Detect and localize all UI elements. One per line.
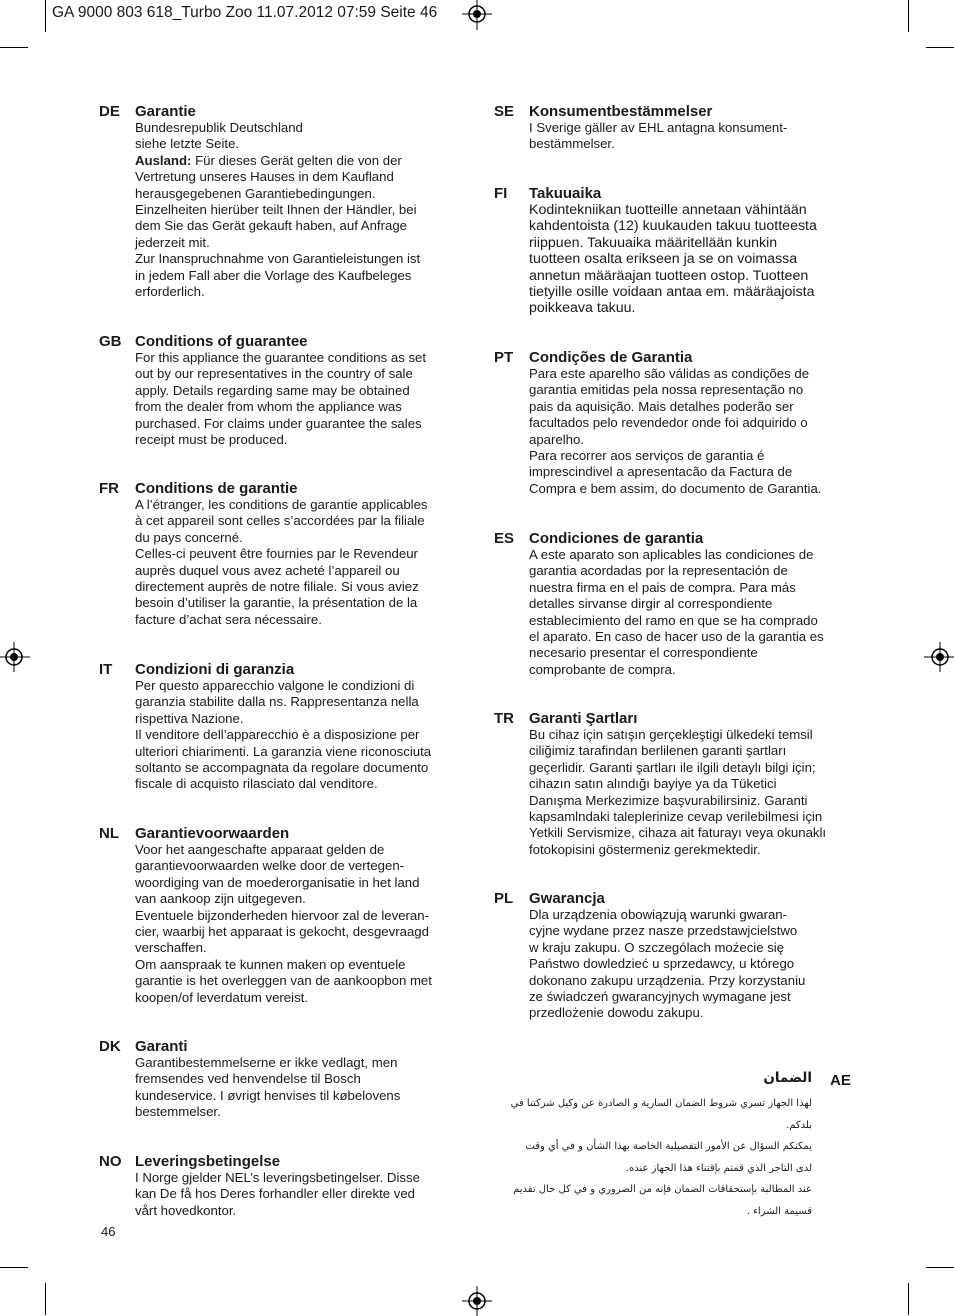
section-title: Leveringsbetingelse: [135, 1153, 281, 1170]
section-title: Garantie: [135, 103, 196, 120]
section-body: A l’étranger, les conditions de garantie applicables à cet appareil sont celles s’accordées par la filiale du pays concerné. Celles-ci peuvent être fournies par le Revendeur auprès duquel vous avez acheté l’appareil ou directement auprès de notre filiale. Si vous aviez besoin d’utiliser la garantie, la présentation de la facture d’achat sera nécessaire.: [135, 497, 428, 627]
registration-mark-right-icon: [924, 642, 954, 672]
section-pt: [494, 349, 864, 499]
country-code: IT: [99, 661, 113, 678]
country-code: DE: [99, 103, 120, 120]
country-code: PT: [494, 349, 514, 366]
section-fi: [494, 185, 864, 320]
country-code: NL: [99, 825, 119, 842]
section-body-ae: لهذا الجهاز تسري شروط الضمان السارية و الصادرة عن وكيل شركتنا في بلدكم. يمكنكم السؤال عن الأمور التفصيلية الخاصة بهذا الشأن و في أي وقت لدى التاجر الذي قمتم بإقتناء هذا الجهاز عنده. عند المطالبة بإستحقاقات الضمان فإنه من الضروري و في كل حال تقديم قسيمة الشراء .: [510, 1098, 812, 1217]
crop-mark-bottom-left: [45, 1283, 46, 1315]
section-title: Garanti Şartları: [529, 710, 638, 727]
page-number: 46: [101, 1224, 116, 1239]
country-code: PL: [494, 890, 514, 907]
section-body: Kodintekniikan tuotteille annetaan vähintään kahdentoista (12) kuukauden takuu tuotteesta riippuen. Takuuaika määritellään kunkin tuotteen osalta erikseen ja se on voimassa annetun määräajan tuotteen ostop. Tuotteen tietyille osille voidaan antaa em. määräajoista poikkeava takuu.: [529, 202, 817, 317]
crop-mark-bottom-left-h: [0, 1267, 28, 1268]
section-fr: [99, 480, 469, 630]
section-gb: [99, 333, 469, 453]
print-slug: GA 9000 803 618_Turbo Zoo 11.07.2012 07:59 Seite 46: [52, 4, 438, 21]
section-pl: [494, 890, 864, 1025]
section-body: Voor het aangeschafte apparaat gelden de garantievoorwaarden welke door de vertegen- woordiging van de moederorganisatie in het land van aankoop zijn uitgegeven. Eventuele bijzonderheden hiervoor zal de leveran- cier, waarbij het apparaat is gekocht, desgevraagd verschaffen. Om aanspraak te kunnen maken op eventuele garantie is het overleggen van de aankoopbon met koopen/of leverdatum vereist.: [135, 842, 432, 1005]
crop-mark-top-left-h: [0, 47, 28, 48]
section-de: [99, 103, 469, 308]
crop-mark-top-left: [45, 0, 46, 32]
country-code: GB: [99, 333, 122, 350]
body-bold-text: Ausland:: [135, 152, 192, 168]
country-code: NO: [99, 1153, 122, 1170]
section-no: [99, 1153, 469, 1223]
section-dk: [99, 1038, 469, 1128]
section-se: [494, 103, 864, 158]
section-body: Garantibestemmelserne er ikke vedlagt, men fremsendes ved henvendelse til Bosch kundeservice. I øvrigt henvises til købelovens bestemmelser.: [135, 1055, 401, 1120]
registration-mark-bottom-icon: [462, 1286, 492, 1316]
section-body: Bu cihaz için satışın gerçekleştigi ülkedeki temsil ciliğimiz tarafindan berlilenen garanti şartları geçerlidir. Garanti şartları ile ilgili detaylı bilgi için; cihazın satın alındığı bayiye ya da Tüketici Danışma Merkezimize başvurabilirsiniz. Garanti kapsamlndaki taleplerinize cevap verilebilmesi için Yetkili Servismize, cihaza ait faturayı veya okunaklı fotokopisini göstermeniz gerekmektedir.: [529, 727, 827, 857]
section-body: Para este aparelho são válidas as condições de garantia emitidas pela nossa representação no pais da aquisição. Mais detalhes poderão ser facultados pelo revendedor onde foi adquirido o aparelho. Para recorrer aos serviços de garantia é imprescindivel a apresentacão da Factura de Compra e bem assim, do documento de Garantia.: [529, 366, 822, 496]
section-title: Konsumentbestämmelser: [529, 103, 713, 120]
section-title: Condiciones de garantia: [529, 530, 704, 547]
country-code: DK: [99, 1038, 121, 1055]
section-title: Takuuaika: [529, 185, 602, 202]
body-text: Bundesrepublik Deutschland siehe letzte Seite.: [135, 120, 303, 152]
section-title: Garantievoorwaarden: [135, 825, 290, 842]
section-es: [494, 530, 864, 680]
section-it: [99, 661, 469, 796]
section-body: Dla urządzenia obowiązują warunki gwaran- cyjne wydane przez nasze przedstawjcielstwo w kraju zakupu. O szczególach moźecie się Państwo dowledzieć u sprzedawcy, u którego dokonano zakupu urządzenia. Przy korzystaniu ze świadczeń gwarancyjnych wymagane jest przedlożenie dowodu zakupu.: [529, 907, 806, 1021]
country-code: SE: [494, 103, 515, 120]
section-title: Garanti: [135, 1038, 188, 1055]
country-code-ae: AE: [830, 1072, 851, 1089]
country-code: TR: [494, 710, 514, 727]
country-code: FI: [494, 185, 508, 202]
crop-mark-bottom-right: [908, 1283, 909, 1315]
section-body: Per questo apparecchio valgone le condizioni di garanzia stabilite dalla ns. Rappresentanza nella rispettiva Nazione. Il venditore dell’apparecchio è a disposizione per ulteriori chiarimenti. La garanzia viene riconosciuta soltanto se accompagnata da regolare documento fiscale di acquisto rilasciato dal venditore.: [135, 678, 432, 792]
section-body: [135, 120, 420, 300]
section-body: I Norge gjelder NEL’s leveringsbetingelser. Disse kan De få hos Deres forhandler eller direkte ved vårt hovedkontor.: [135, 1170, 420, 1218]
section-tr: [494, 710, 864, 860]
crop-mark-top-right-h: [926, 47, 954, 48]
section-body: I Sverige gäller av EHL antagna konsument- bestämmelser.: [529, 120, 788, 152]
section-nl: [99, 825, 469, 1010]
registration-mark-left-icon: [0, 642, 30, 672]
section-title: Conditions de garantie: [135, 480, 298, 497]
country-code: FR: [99, 480, 119, 497]
country-code: ES: [494, 530, 515, 547]
body-text-continued: Für dieses Gerät gelten die von der Vertretung unseres Hauses in dem Kaufland herausgegebenen Garantiebedingungen. Einzelheiten hierüber teilt Ihnen der Händler, bei dem Sie das Gerät gekauft haben, auf Anfrage jederzeit mit. Zur Inanspruchnahme von Garantieleistungen ist in jedem Fall aber die Vorlage des Kaufbeleges erforderlich.: [135, 152, 421, 300]
section-title: Condições de Garantia: [529, 349, 693, 366]
crop-mark-bottom-right-h: [926, 1267, 954, 1268]
section-body: For this appliance the guarantee conditions as set out by our representatives in the country of sale apply. Details regarding same may be obtained from the dealer from whom the appliance was purchased. For claims under guarantee the sales receipt must be produced.: [135, 350, 427, 448]
crop-mark-top-right: [908, 0, 909, 32]
section-title: Conditions of guarantee: [135, 333, 308, 350]
section-title: Condizioni di garanzia: [135, 661, 295, 678]
section-title: Gwarancja: [529, 890, 605, 907]
registration-mark-top-icon: [462, 0, 492, 30]
section-title-ae: الضمان: [763, 1070, 812, 1085]
section-body: A este aparato son aplicables las condiciones de garantia acordadas por la representación de nuestra firma en el pais de compra. Para más detalles sirvanse dirgir al correspondiente establecimiento del ramo en que se ha comprado el aparato. En caso de hacer uso de la garantia es necesario presentar el correspondiente comprobante de compra.: [529, 547, 824, 677]
